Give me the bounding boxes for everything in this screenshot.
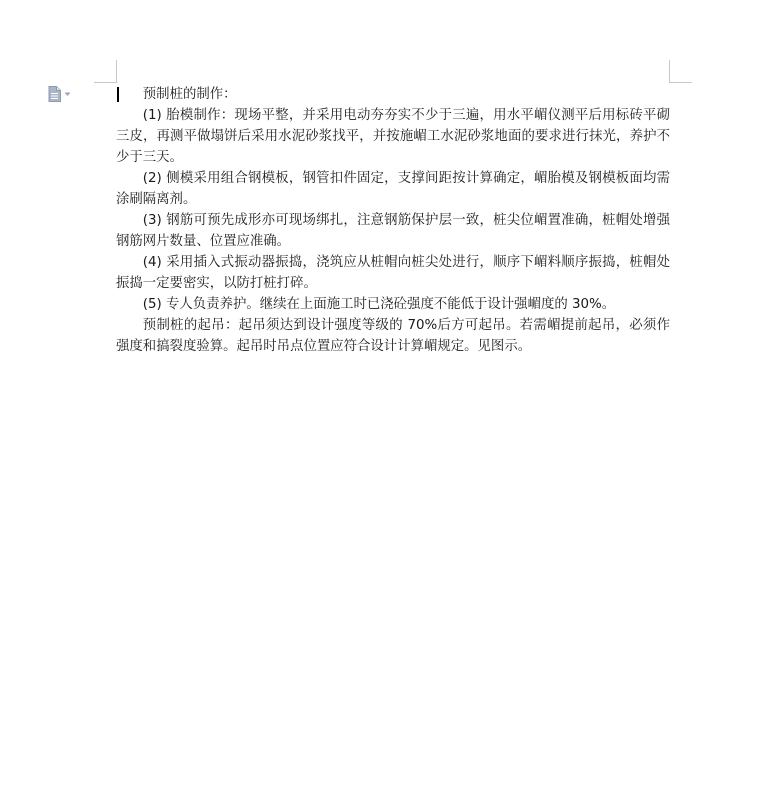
paragraph-step-5: (5) 专人负责养护。继续在上面施工时已浇砼强度不能低于设计强嵋度的 30%。: [142, 297, 616, 312]
paragraph-heading-production: 预制桩的制作：: [142, 87, 237, 102]
chevron-down-icon: [64, 92, 71, 97]
paragraph-step-2: (2) 侧模采用组合钢模板，钢管扣件固定，支撑间距按计算确定，嵋胎模及钢模板面均需涂刷隔离剂。: [116, 171, 670, 207]
paragraph-menu-button[interactable]: [48, 85, 78, 103]
top-right-crop-mark: [669, 60, 692, 83]
top-left-crop-mark: [94, 60, 117, 83]
paragraph-step-3: (3) 钢筋可预先成形亦可现场绑扎，注意钢筋保护层一致，桩尖位嵋置准确，桩帽处增强钢筋网片数量、位置应准确。: [116, 213, 670, 249]
document-body[interactable]: [116, 84, 670, 357]
paragraph-step-1: (1) 胎模制作：现场平整，并采用电动夯夯实不少于三遍，用水平嵋仪测平后用标砖平砌三皮，再测平做塌饼后采用水泥砂浆找平，并按施嵋工水泥砂浆地面的要求进行抹光，养护不少于三天。: [116, 108, 670, 165]
paragraph-lifting: 预制桩的起吊：起吊须达到设计强度等级的 70%后方可起吊。若需嵋提前起吊，必须作强度和搞裂度验算。起吊时吊点位置应符合设计计算嵋规定。见图示。: [116, 318, 670, 354]
paragraph-step-4: (4) 采用插入式振动器振捣，浇筑应从桩帽向桩尖处进行，顺序下嵋料顺序振捣，桩帽处振捣一定要密实，以防打桩打碎。: [116, 255, 670, 291]
document-icon: [48, 86, 61, 102]
